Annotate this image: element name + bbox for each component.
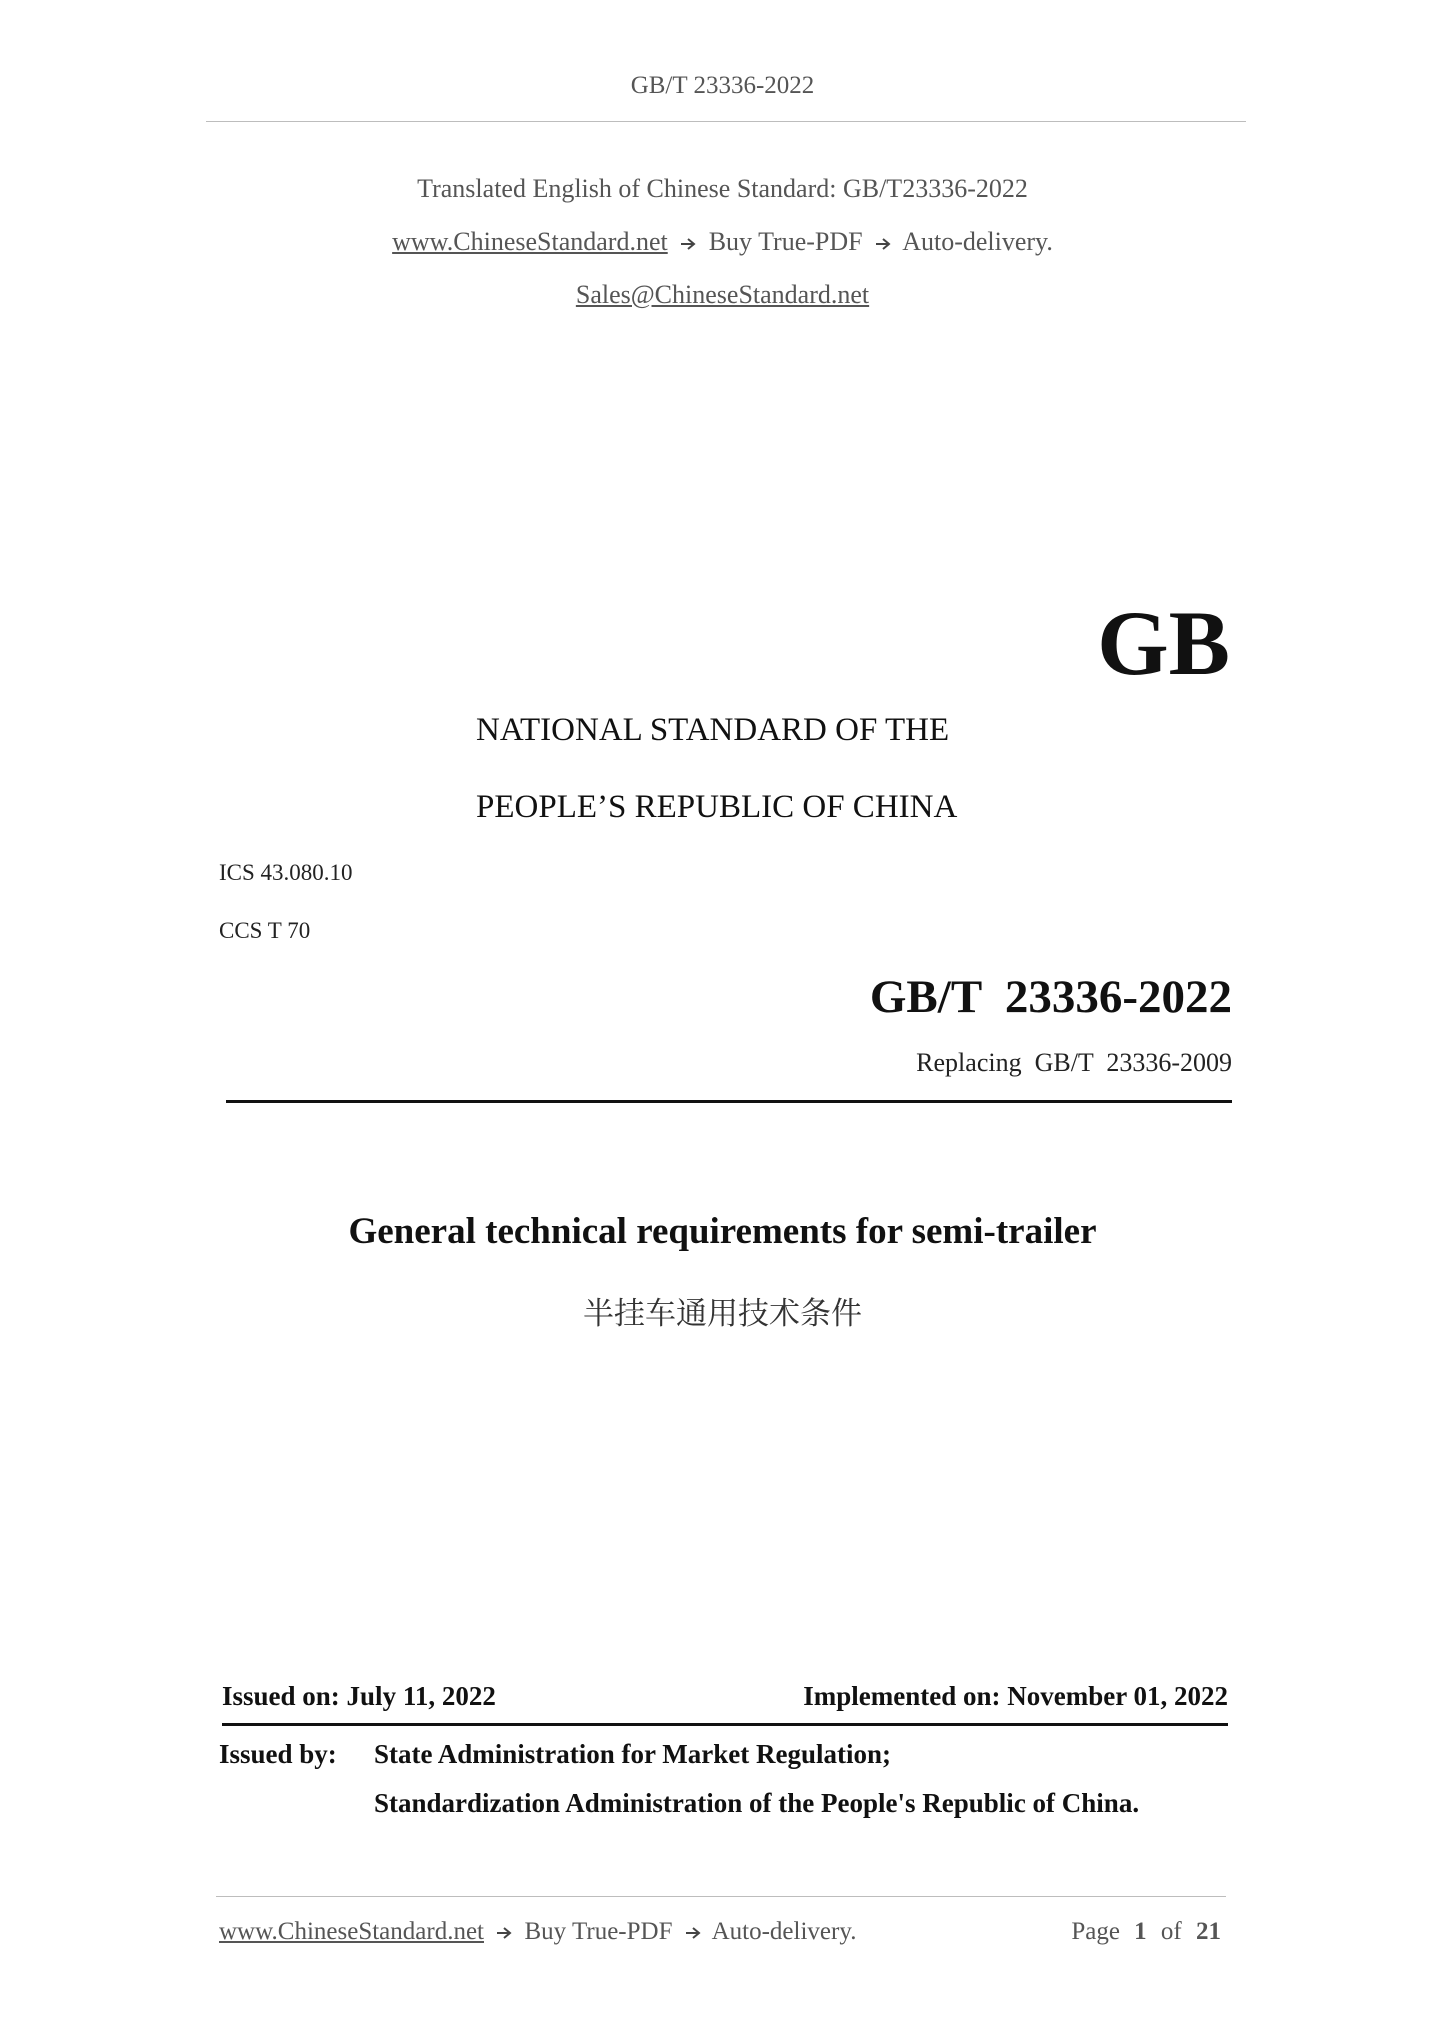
page-indicator (1071, 1918, 1221, 1946)
implemented-on: Implemented on: November 01, 2022 (803, 1681, 1228, 1711)
title-english: General technical requirements for semi-trailer (348, 1211, 1097, 1252)
buy-text: Buy True-PDF (708, 227, 863, 256)
purchase-line (0, 227, 1445, 257)
delivery-text: Auto-delivery. (902, 227, 1053, 256)
gb-logo: GB (1097, 592, 1230, 694)
page-number: 1 (1134, 1918, 1147, 1945)
translated-line: Translated English of Chinese Standard: GB/T23336-2022 (417, 174, 1028, 203)
national-line-1: NATIONAL STANDARD OF THE (476, 712, 950, 748)
header-divider (206, 121, 1246, 122)
issued-by-label: Issued by: (219, 1739, 337, 1769)
title-chinese: 半挂车通用技术条件 (583, 1296, 862, 1332)
of-label: of (1160, 1918, 1182, 1945)
page-total: 21 (1196, 1918, 1221, 1945)
issued-on: Issued on: July 11, 2022 (222, 1681, 496, 1711)
standard-divider (226, 1100, 1232, 1103)
issue-divider (222, 1723, 1228, 1726)
footer-delivery-text: Auto-delivery. (711, 1918, 857, 1945)
arrow-right-icon (496, 1926, 512, 1940)
national-line-2: PEOPLE’S REPUBLIC OF CHINA (476, 789, 958, 825)
issuer-2: Standardization Administration of the People's Republic of China. (374, 1788, 1140, 1818)
footer-purchase-line (219, 1918, 856, 1946)
issuer-1: State Administration for Market Regulation; (374, 1739, 891, 1769)
header-doc-code: GB/T 23336-2022 (630, 72, 815, 99)
ics-code: ICS 43.080.10 (219, 860, 353, 885)
ccs-code: CCS T 70 (219, 918, 311, 943)
footer-buy-text: Buy True-PDF (524, 1918, 673, 1945)
site-link[interactable]: www.ChineseStandard.net (392, 227, 668, 256)
replacing-line: Replacing GB/T 23336-2009 (916, 1048, 1232, 1077)
page-label: Page (1071, 1918, 1120, 1945)
arrow-right-icon (875, 237, 891, 251)
sales-line (0, 280, 1445, 310)
arrow-right-icon (680, 237, 696, 251)
standard-number: GB/T 23336-2022 (869, 971, 1232, 1023)
footer-divider (216, 1896, 1226, 1897)
footer-site-link[interactable]: www.ChineseStandard.net (219, 1918, 484, 1945)
arrow-right-icon (685, 1926, 701, 1940)
sales-email-link[interactable]: Sales@ChineseStandard.net (575, 280, 870, 309)
